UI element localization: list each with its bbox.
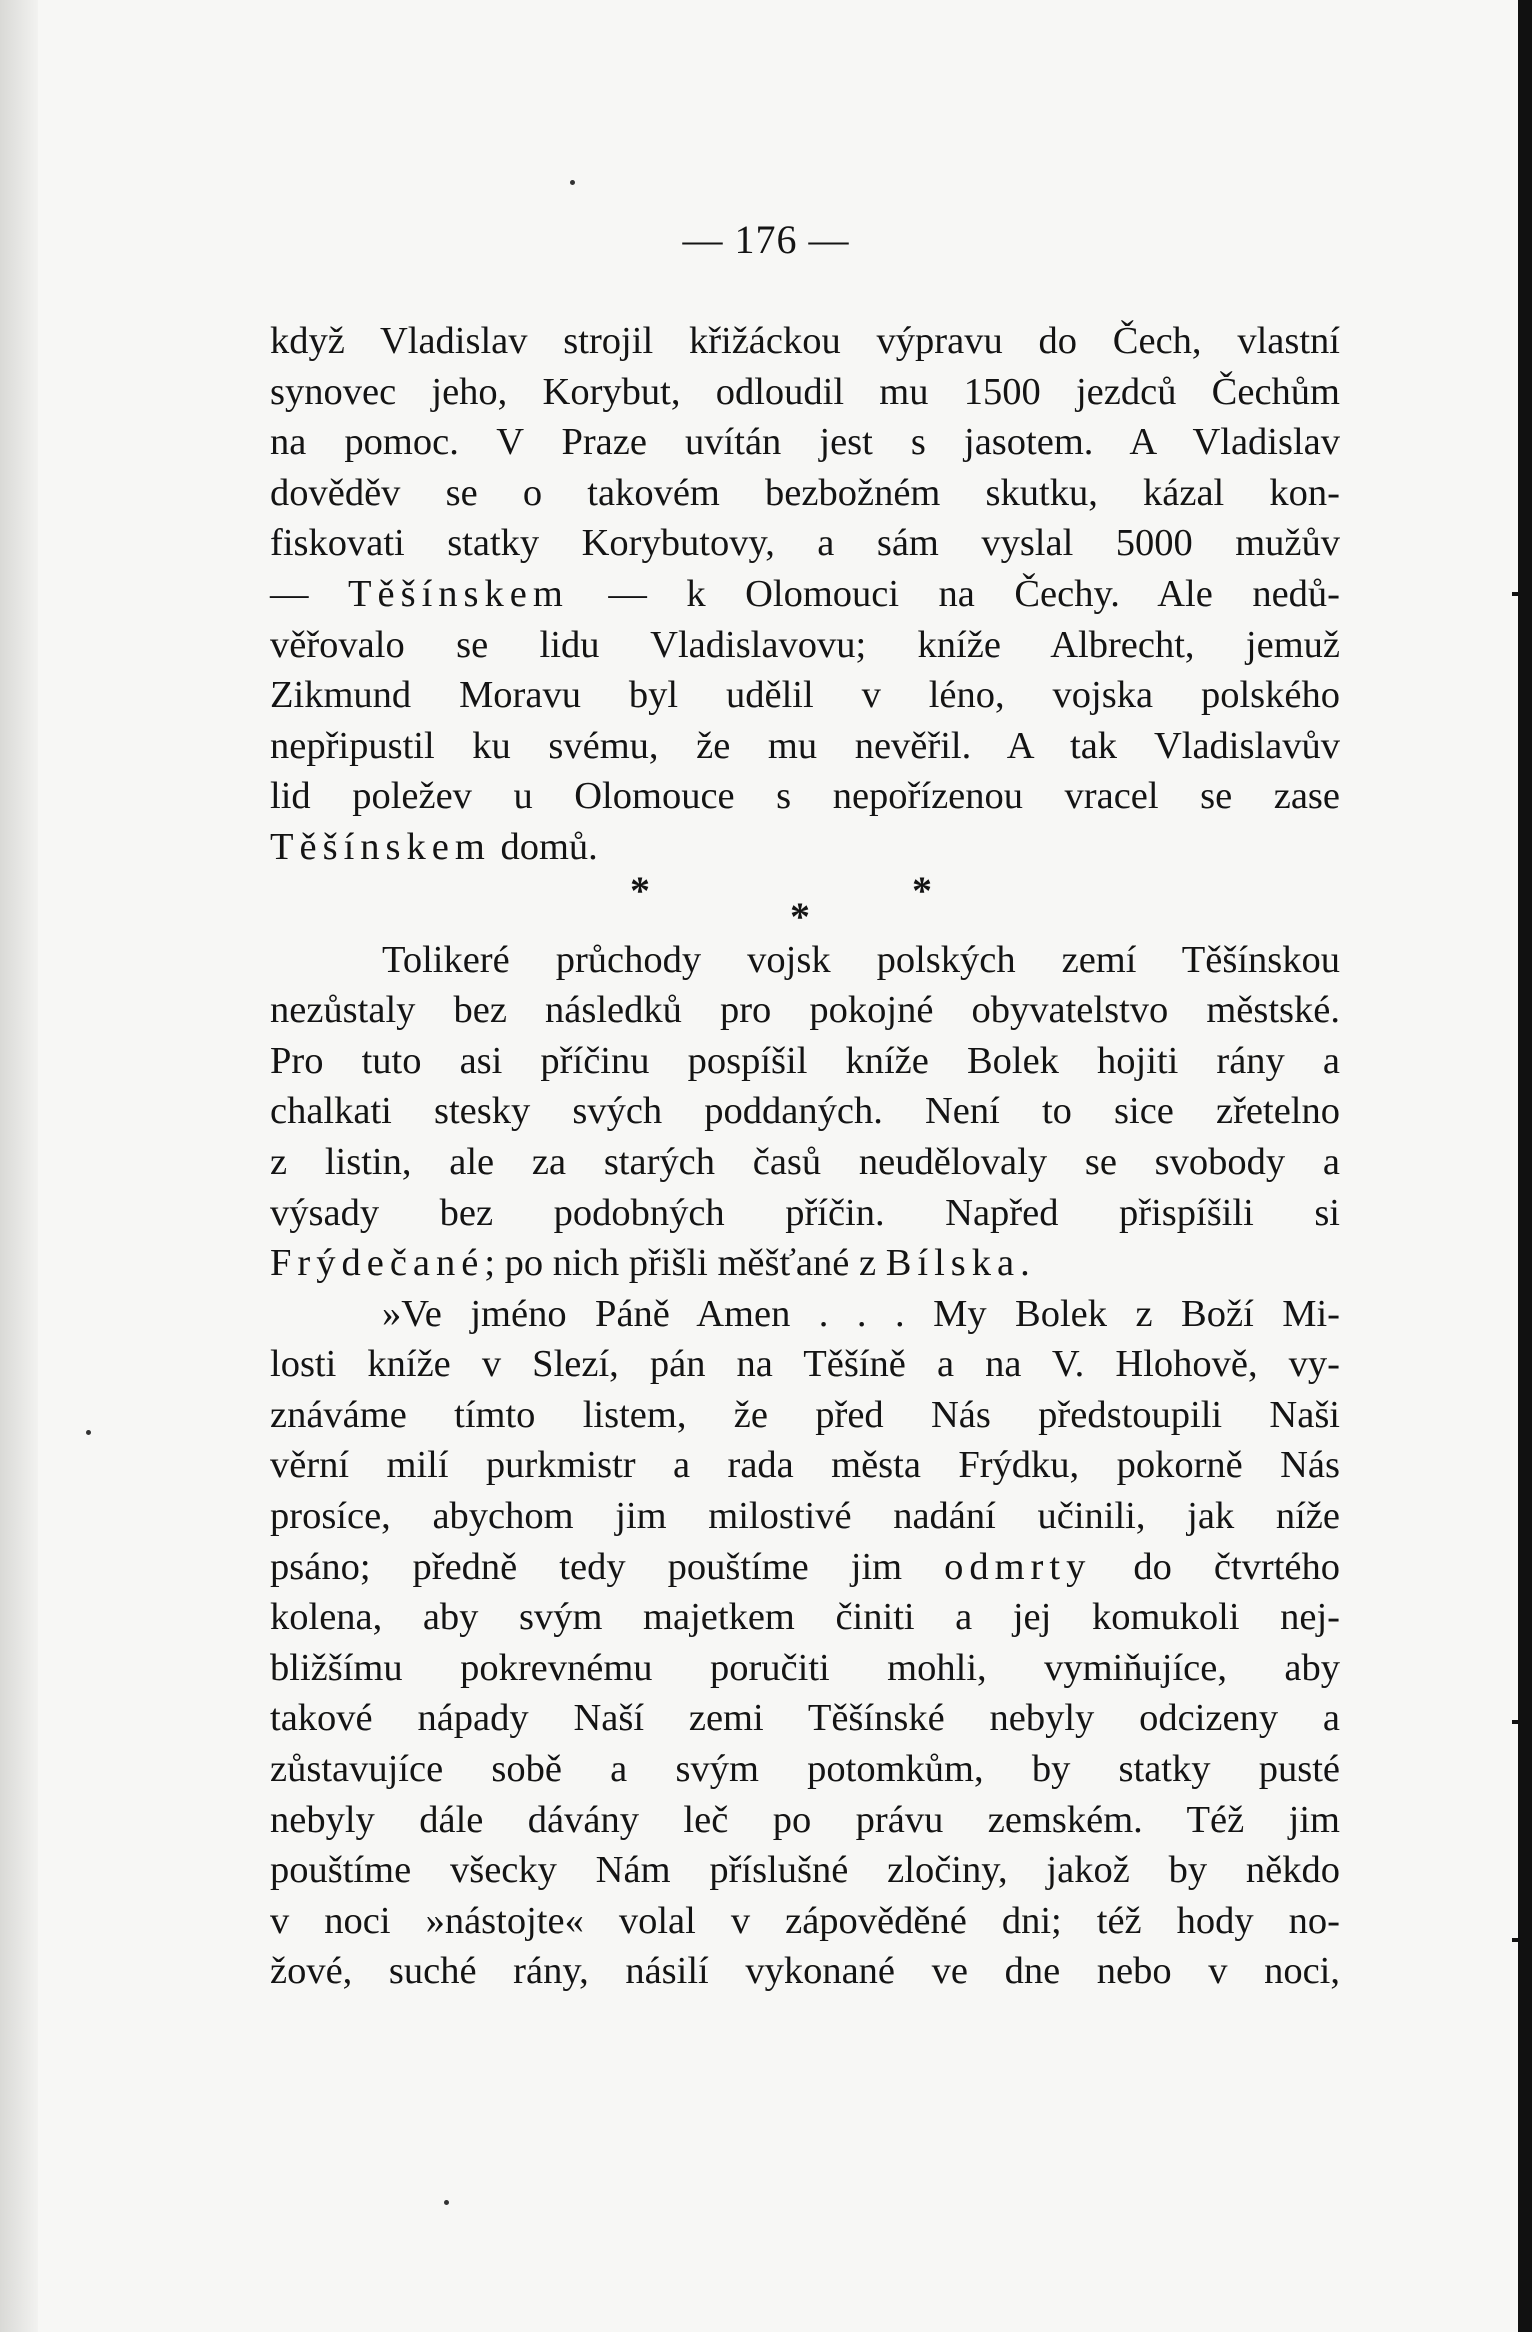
spaced-word: Těšínskem <box>270 825 491 868</box>
spaced-word: Bílska <box>885 1242 1021 1285</box>
text-line: psáno; předně tedy pouštíme jim odmrty do čtvrtého <box>270 1545 1340 1588</box>
text-line: Pro tuto asi příčinu pospíšil kníže Bolek hojiti rány a <box>270 1039 1340 1082</box>
body-text <box>270 316 1340 1997</box>
page-edge-left <box>0 0 38 2332</box>
text-line: — Těšínskem — k Olomouci na Čechy. Ale nedů- <box>270 572 1340 615</box>
spaced-word: odmrty <box>944 1545 1092 1588</box>
text-line: Frýdečané; po nich přišli měšťané z Bílska. <box>270 1242 1030 1285</box>
text-line: Zikmund Moravu byl udělil v léno, vojska polského <box>270 674 1340 717</box>
text-line: losti kníže v Slezí, pán na Těšíně a na V. Hlohově, vy- <box>270 1343 1340 1386</box>
text-line: když Vladislav strojil křižáckou výpravu do Čech, vlastní <box>270 320 1340 362</box>
text-line: prosíce, abychom jim milostivé nadání učinili, jak níže <box>270 1495 1340 1538</box>
text-line: nezůstaly bez následků pro pokojné obyvatelstvo městské. <box>270 989 1340 1032</box>
text-line: na pomoc. V Praze uvítán jest s jasotem. A Vladislav <box>270 421 1340 464</box>
text-line: bližšímu pokrevnému poručiti mohli, vymiňujíce, aby <box>270 1646 1340 1689</box>
text-line: věřovalo se lidu Vladislavovu; kníže Albrecht, jemuž <box>270 623 1340 666</box>
page-edge-right <box>1518 0 1532 2332</box>
text-line: věrní milí purkmistr a rada města Frýdku, pokorně Nás <box>270 1444 1340 1487</box>
edge-mark <box>1512 1720 1526 1724</box>
text-line: synovec jeho, Korybut, odloudil mu 1500 jezdců Čechům <box>270 370 1340 413</box>
text-line: kolena, aby svým majetkem činiti a jej komukoli nej- <box>270 1596 1340 1639</box>
speck <box>86 1430 91 1435</box>
text-line: »Ve jméno Páně Amen . . . My Bolek z Boží Mi- <box>382 1292 1340 1335</box>
text-line: chalkati stesky svých poddaných. Není to sice zřetelno <box>270 1090 1340 1133</box>
spaced-word: Těšínskem <box>348 572 569 615</box>
page-number: — 176 — <box>682 217 850 262</box>
text-line: výsady bez podobných příčin. Napřed přispíšili si <box>270 1191 1340 1234</box>
speck <box>444 2200 449 2205</box>
text-line: v noci »nástojte« volal v zápověděné dni; též hody no- <box>270 1899 1340 1942</box>
asterisk: * <box>912 867 932 913</box>
text-line: fiskovati statky Korybutovy, a sám vyslal 5000 mužův <box>270 522 1340 565</box>
text-line: znáváme tímto listem, že před Nás předstoupili Naši <box>270 1393 1340 1436</box>
text-line: takové nápady Naší zemi Těšínské nebyly odcizeny a <box>270 1697 1340 1740</box>
text-line: dověděv se o takovém bezbožném skutku, kázal kon- <box>270 471 1340 514</box>
edge-mark <box>1512 1938 1526 1942</box>
asterisk: * <box>790 893 810 939</box>
text-line: z listin, ale za starých časů neudělovaly se svobody a <box>270 1140 1340 1183</box>
text-line: nebyly dále dávány leč po právu zemském. Též jim <box>270 1798 1340 1841</box>
spaced-word: Frýdečané <box>270 1242 485 1285</box>
text-line: nepřipustil ku svému, že mu nevěřil. A tak Vladislavův <box>270 724 1340 767</box>
section-separator <box>270 867 1340 939</box>
text-line: lid poležev u Olomouce s nepořízenou vracel se zase <box>270 775 1340 818</box>
text-line: Tolikeré průchody vojsk polských zemí Těšínskou <box>382 938 1340 981</box>
speck <box>570 180 575 185</box>
text-line: pouštíme všecky Nám příslušné zločiny, jakož by někdo <box>270 1849 1340 1892</box>
text-line: zůstavujíce sobě a svým potomkům, by statky pusté <box>270 1748 1340 1791</box>
text-line: Těšínskem domů. <box>270 825 598 868</box>
asterisk: * <box>630 867 650 913</box>
edge-mark <box>1512 592 1526 596</box>
text-line: žové, suché rány, násilí vykonané ve dne nebo v noci, <box>270 1950 1340 1993</box>
